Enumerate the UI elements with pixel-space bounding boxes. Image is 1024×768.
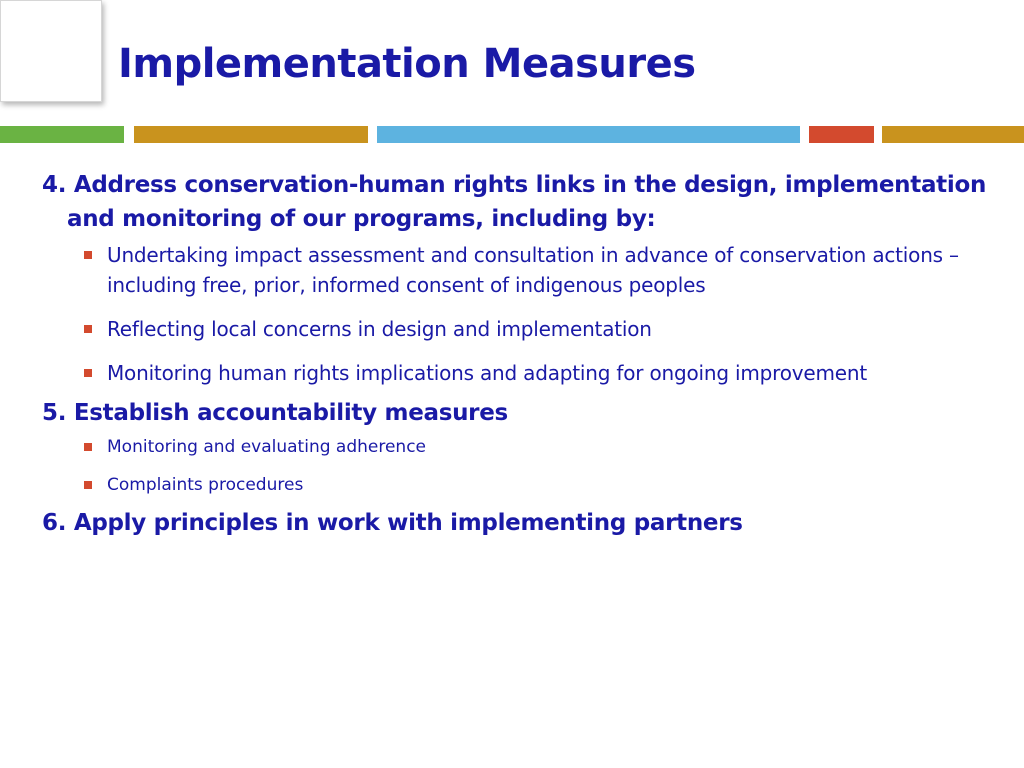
square-bullet-icon: [84, 251, 92, 259]
corner-decoration: [0, 0, 102, 102]
stripe-green: [0, 126, 124, 143]
slide-title: Implementation Measures: [118, 41, 696, 87]
bullet-item: [80, 358, 992, 388]
stripe-blue: [377, 126, 800, 143]
bullet-item: [80, 472, 992, 498]
bullet-item: [80, 434, 992, 460]
stripe-gold: [134, 126, 368, 143]
bullet-text: Complaints procedures: [107, 475, 304, 495]
bullet-text: Monitoring human rights implications and adapting for ongoing improvement: [107, 361, 867, 385]
point-5-bullets: [42, 434, 992, 498]
bullet-text: Reflecting local concerns in design and implementation: [107, 317, 652, 341]
bullet-text: Monitoring and evaluating adherence: [107, 437, 427, 457]
stripe-gold-right: [882, 126, 1024, 143]
square-bullet-icon: [84, 325, 92, 333]
point-4-bullets: [42, 240, 992, 388]
bullet-item: [80, 314, 992, 344]
bullet-text: Undertaking impact assessment and consultation in advance of conservation actions – including free, prior, informed consent of indigenous peoples: [107, 243, 959, 297]
point-4: 4. Address conservation-human rights links in the design, implementation and monitoring of our programs, including by:: [42, 172, 987, 232]
point-6: 6. Apply principles in work with implementing partners: [42, 510, 743, 536]
square-bullet-icon: [84, 443, 92, 451]
stripe-red: [809, 126, 874, 143]
bullet-item: [80, 240, 992, 300]
square-bullet-icon: [84, 369, 92, 377]
square-bullet-icon: [84, 481, 92, 489]
slide-body: [42, 168, 992, 544]
point-5: 5. Establish accountability measures: [42, 400, 508, 426]
